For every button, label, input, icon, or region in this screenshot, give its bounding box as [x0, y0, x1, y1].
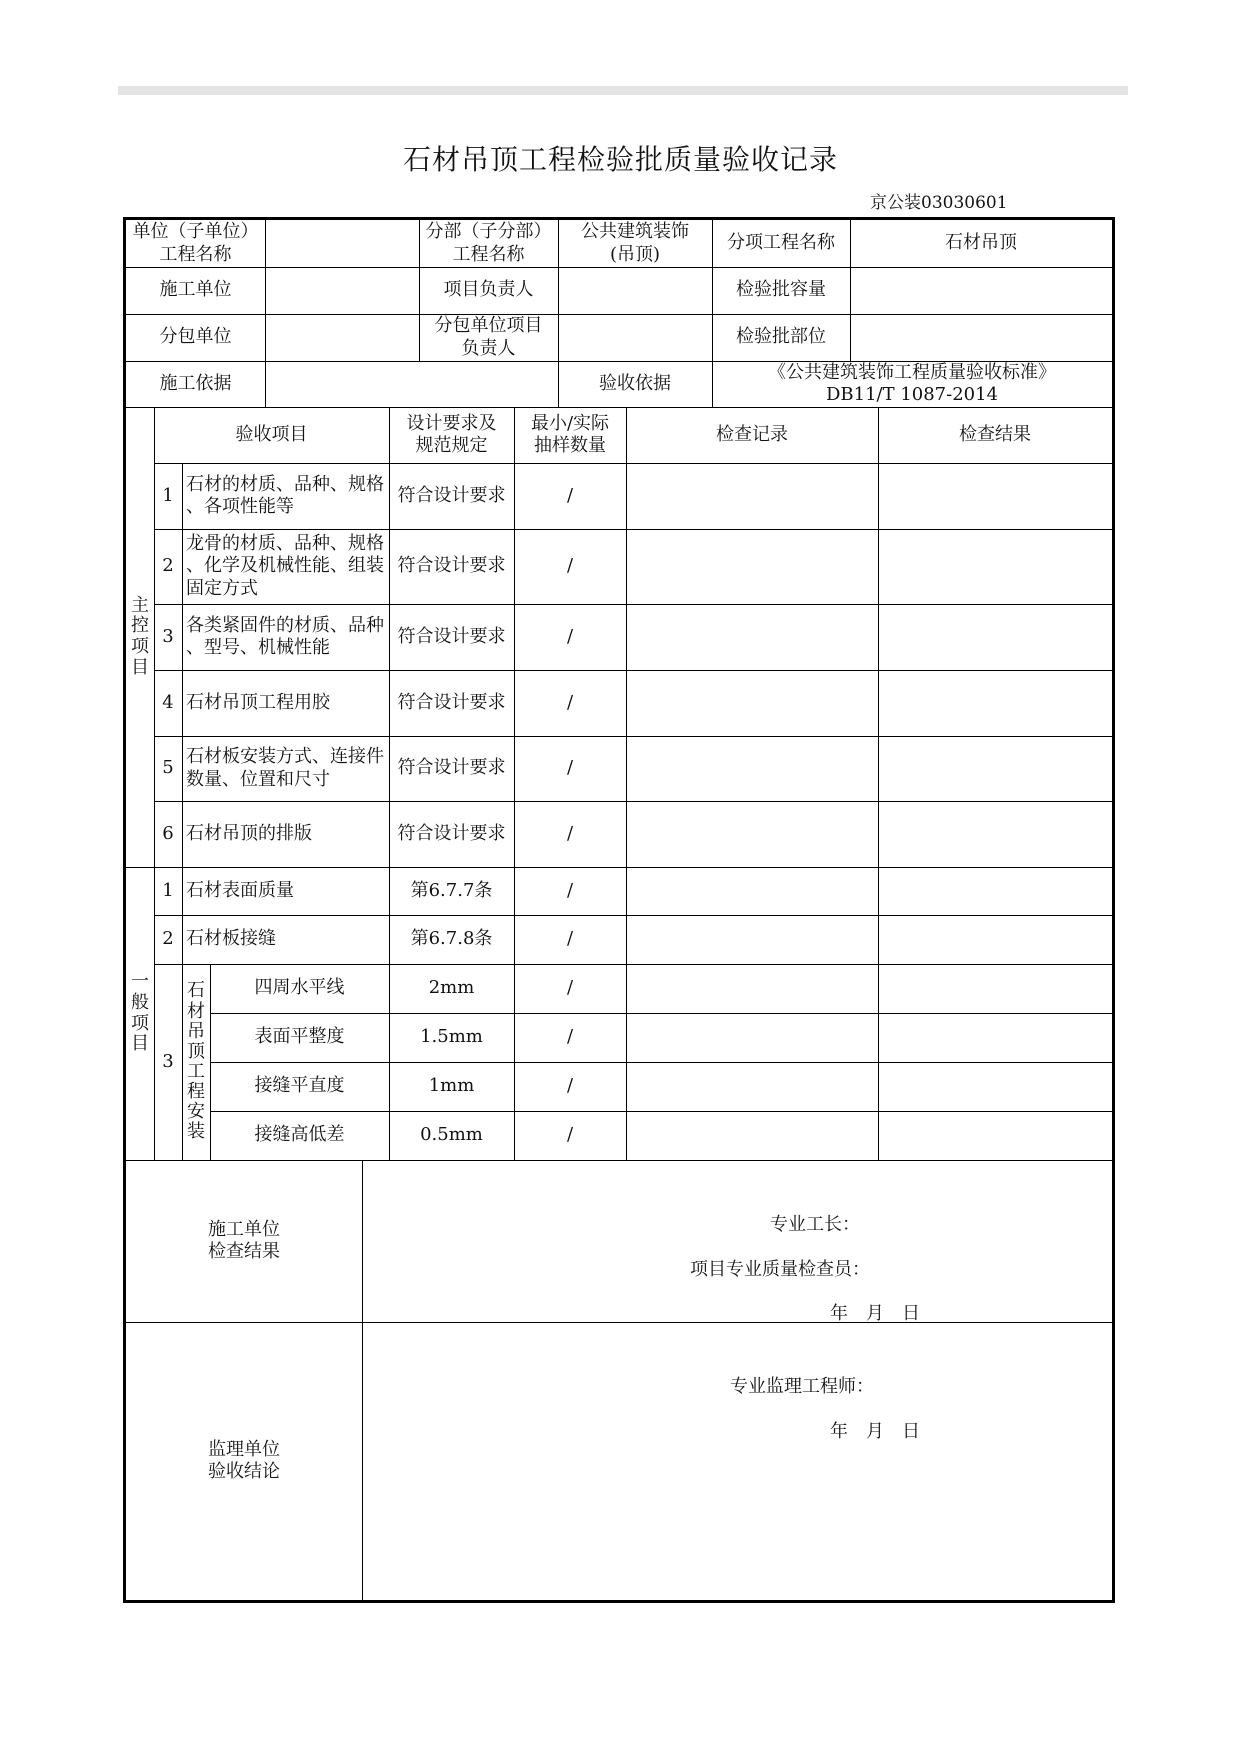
install-row-record[interactable] — [626, 1062, 878, 1111]
main-item-sample: / — [566, 757, 574, 779]
main-item-sample: / — [566, 484, 574, 506]
batch-location-input[interactable] — [850, 314, 1112, 361]
main-item-text: 各类紧固件的材质、品种 、型号、机械性能 — [186, 614, 384, 658]
main-item-requirement: 符合设计要求 — [397, 484, 506, 506]
contractor-check-label: 施工单位 检查结果 — [208, 1218, 280, 1262]
main-item-sample: / — [566, 625, 574, 647]
install-row-record[interactable] — [626, 964, 878, 1013]
batch-capacity-label: 检验批容量 — [736, 279, 826, 301]
install-item-number: 3 — [162, 1050, 174, 1072]
general-item-text: 石材表面质量 — [186, 879, 294, 901]
main-item-text: 石材吊顶的排版 — [186, 822, 312, 844]
project-manager-input[interactable] — [558, 267, 712, 314]
install-row-result[interactable] — [878, 964, 1112, 1013]
general-item-sample: / — [566, 928, 574, 950]
column-header-result: 检查结果 — [959, 423, 1031, 445]
general-item-sample: / — [566, 879, 574, 901]
foreman-label: 专业工长： — [770, 1213, 860, 1235]
install-row-tolerance: 1.5mm — [420, 1026, 483, 1048]
main-item-record[interactable] — [626, 736, 878, 801]
install-row-record[interactable] — [626, 1013, 878, 1062]
install-row-sample: / — [566, 1026, 574, 1048]
general-section-label: 一 般 项 目 — [131, 971, 149, 1055]
main-item-number: 3 — [162, 625, 174, 647]
install-row-tolerance: 1mm — [428, 1075, 475, 1097]
supervisor-date-label: 年 月 日 — [830, 1420, 920, 1442]
column-header-requirement: 设计要求及 规范规定 — [406, 412, 497, 456]
install-row-sample: / — [566, 977, 574, 999]
main-item-number: 5 — [162, 757, 174, 779]
page-title: 石材吊顶工程检验批质量验收记录 — [402, 143, 838, 176]
acceptance-basis-value: 《公共建筑装饰工程质量验收标准》 DB11/T 1087-2014 — [768, 361, 1056, 405]
install-row-tolerance: 0.5mm — [420, 1124, 483, 1146]
contractor-input[interactable] — [265, 267, 419, 314]
general-item-requirement: 第6.7.7条 — [410, 879, 493, 901]
main-item-result[interactable] — [878, 604, 1112, 670]
install-sublabel: 石 材 吊 顶 工 程 安 装 — [187, 980, 205, 1143]
general-item-record[interactable] — [626, 867, 878, 915]
contractor-check-area[interactable] — [362, 1160, 1112, 1322]
main-item-requirement: 符合设计要求 — [397, 691, 506, 713]
main-item-record[interactable] — [626, 529, 878, 604]
acceptance-record-sheet — [123, 217, 1115, 1603]
subitem-value: 石材吊顶 — [945, 232, 1017, 254]
main-item-sample: / — [566, 691, 574, 713]
column-header-record: 检查记录 — [716, 423, 788, 445]
main-item-requirement: 符合设计要求 — [397, 757, 506, 779]
main-item-sample: / — [566, 822, 574, 844]
main-item-number: 6 — [162, 822, 174, 844]
subcontractor-label: 分包单位 — [159, 326, 232, 348]
main-item-record[interactable] — [626, 670, 878, 736]
supervision-engineer-label: 专业监理工程师： — [730, 1375, 874, 1397]
install-row-tolerance: 2mm — [428, 977, 475, 999]
division-label: 分部（子分部） 工程名称 — [425, 221, 552, 265]
main-item-result[interactable] — [878, 801, 1112, 867]
install-row-text: 接缝平直度 — [254, 1075, 345, 1097]
general-item-text: 石材板接缝 — [186, 928, 276, 950]
main-item-result[interactable] — [878, 670, 1112, 736]
general-item-number: 1 — [162, 879, 174, 901]
main-control-section-label: 主 控 项 目 — [131, 594, 149, 678]
main-item-number: 4 — [162, 691, 174, 713]
install-row-sample: / — [566, 1124, 574, 1146]
install-row-text: 表面平整度 — [254, 1026, 345, 1048]
subcontractor-input[interactable] — [265, 314, 419, 361]
sub-manager-label: 分包单位项目 负责人 — [434, 315, 543, 359]
general-item-result[interactable] — [878, 867, 1112, 915]
install-row-text: 四周水平线 — [254, 977, 345, 999]
construction-basis-input[interactable] — [265, 361, 558, 407]
main-item-number: 1 — [162, 484, 174, 506]
division-value: 公共建筑装饰 (吊顶) — [581, 221, 689, 265]
acceptance-basis-label: 验收依据 — [599, 372, 671, 394]
main-item-result[interactable] — [878, 736, 1112, 801]
main-item-record[interactable] — [626, 463, 878, 529]
install-row-record[interactable] — [626, 1111, 878, 1160]
contractor-date-label: 年 月 日 — [830, 1302, 920, 1324]
general-item-number: 2 — [162, 928, 174, 950]
install-row-result[interactable] — [878, 1013, 1112, 1062]
unit-name-label: 单位（子单位） 工程名称 — [132, 221, 259, 265]
main-item-result[interactable] — [878, 463, 1112, 529]
top-rule — [118, 86, 1128, 95]
general-item-requirement: 第6.7.8条 — [410, 928, 493, 950]
main-item-text: 石材板安装方式、连接件 数量、位置和尺寸 — [186, 746, 384, 790]
construction-basis-label: 施工依据 — [159, 372, 232, 394]
batch-location-label: 检验批部位 — [736, 326, 826, 348]
main-item-requirement: 符合设计要求 — [397, 555, 506, 577]
main-item-record[interactable] — [626, 604, 878, 670]
main-item-number: 2 — [162, 555, 174, 577]
general-item-result[interactable] — [878, 915, 1112, 964]
main-item-sample: / — [566, 555, 574, 577]
main-item-requirement: 符合设计要求 — [397, 625, 506, 647]
general-item-record[interactable] — [626, 915, 878, 964]
supervisor-check-label: 监理单位 验收结论 — [208, 1438, 280, 1482]
install-row-result[interactable] — [878, 1062, 1112, 1111]
batch-capacity-input[interactable] — [850, 267, 1112, 314]
install-row-sample: / — [566, 1075, 574, 1097]
form-code: 京公装03030601 — [870, 193, 1008, 213]
project-manager-label: 项目负责人 — [443, 279, 534, 301]
main-item-requirement: 符合设计要求 — [397, 822, 506, 844]
column-header-sample: 最小/实际 抽样数量 — [530, 412, 610, 456]
install-row-text: 接缝高低差 — [254, 1124, 345, 1146]
quality-inspector-label: 项目专业质量检查员： — [690, 1258, 870, 1280]
main-item-text: 石材的材质、品种、规格 、各项性能等 — [186, 473, 384, 517]
main-item-text: 石材吊顶工程用胶 — [186, 691, 330, 713]
subitem-label: 分项工程名称 — [727, 232, 835, 254]
column-header-item: 验收项目 — [235, 423, 308, 445]
main-item-text: 龙骨的材质、品种、规格 、化学及机械性能、组装 固定方式 — [186, 532, 384, 599]
main-item-record[interactable] — [626, 801, 878, 867]
supervisor-check-area[interactable] — [362, 1322, 1112, 1600]
sub-manager-input[interactable] — [558, 314, 712, 361]
contractor-label: 施工单位 — [159, 279, 232, 301]
main-item-result[interactable] — [878, 529, 1112, 604]
install-row-result[interactable] — [878, 1111, 1112, 1160]
unit-name-input[interactable] — [265, 220, 419, 267]
